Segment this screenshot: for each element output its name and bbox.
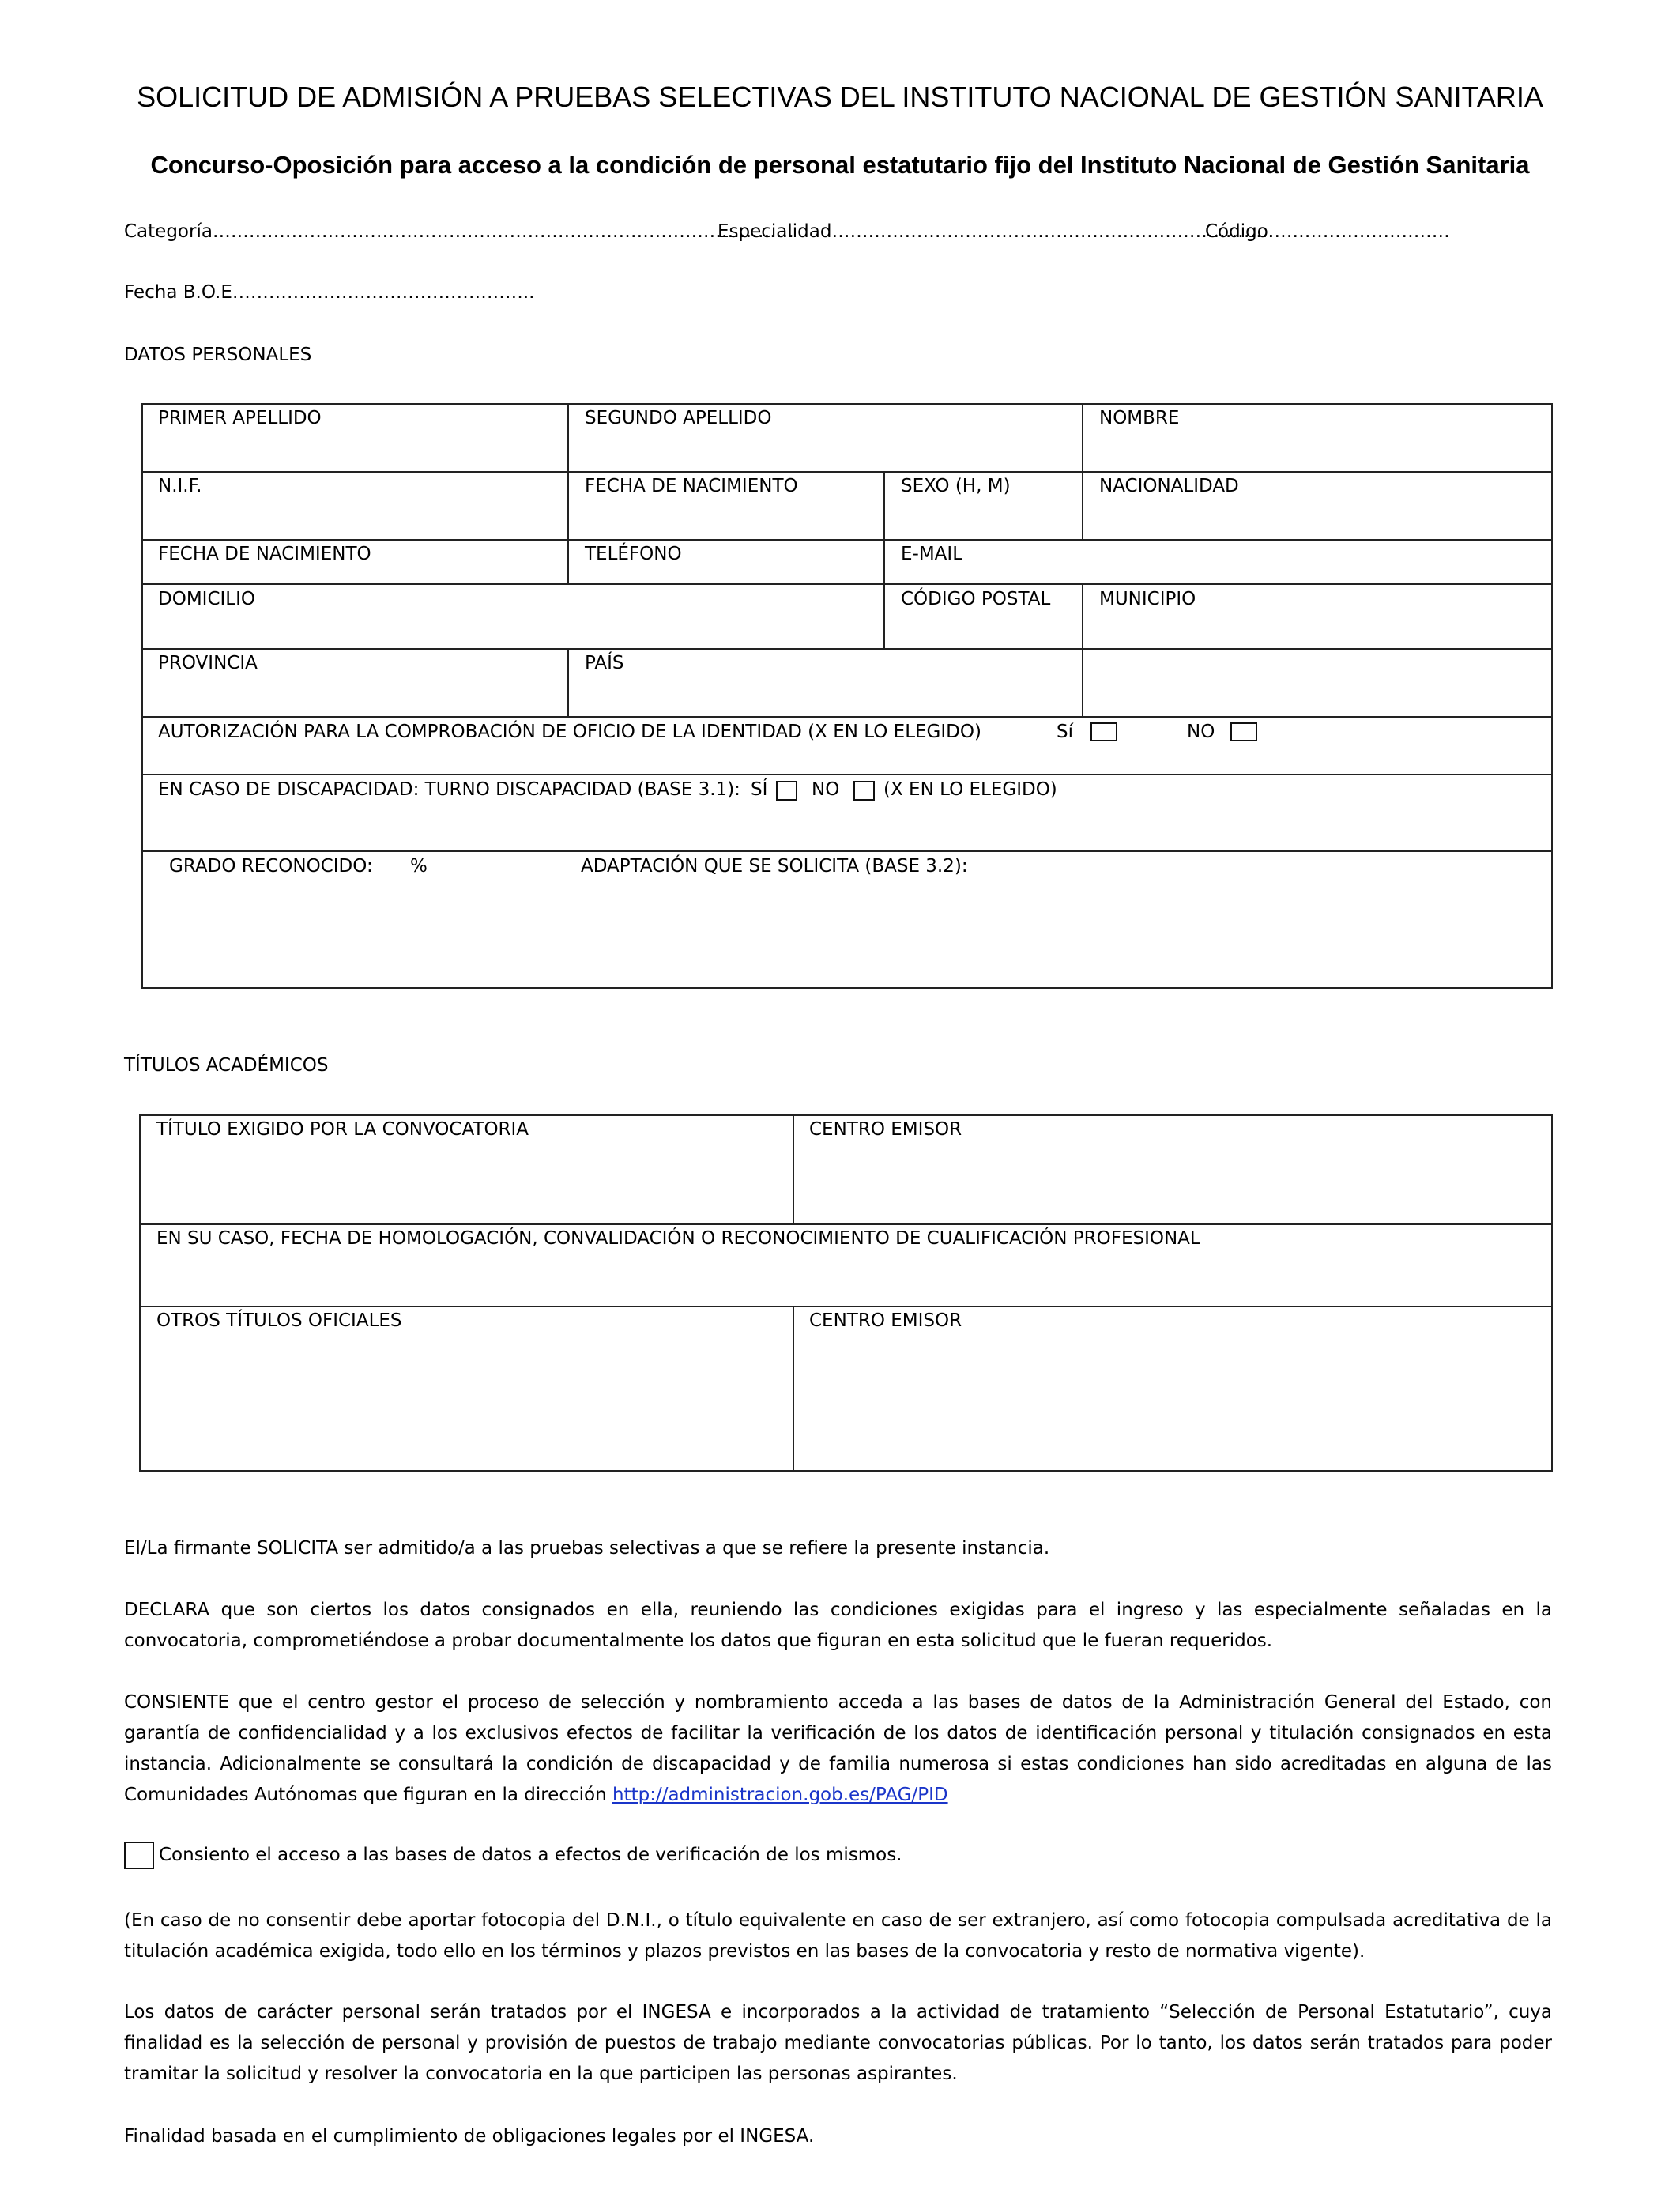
homologacion-label: EN SU CASO, FECHA DE HOMOLOGACIÓN, CONVALIDACIÓN O RECONOCIMIENTO DE CUALIFICACIÓN PROFESIONAL <box>156 1228 1200 1249</box>
solicita-text: El/La firmante SOLICITA ser admitido/a a las pruebas selectivas a que se refiere la presente instancia. <box>124 1538 1050 1559</box>
fecha-nacimiento-label: FECHA DE NACIMIENTO <box>585 476 798 496</box>
codigo-field[interactable]: Código………………………… <box>1205 221 1450 242</box>
administracion-link[interactable]: http://administracion.gob.es/PAG/PID <box>612 1785 948 1805</box>
discapacidad-si-checkbox[interactable] <box>776 781 797 801</box>
nombre-label: NOMBRE <box>1099 408 1180 428</box>
codigo-postal-label: CÓDIGO POSTAL <box>901 589 1051 609</box>
nacionalidad-label: NACIONALIDAD <box>1099 476 1239 496</box>
centro-emisor-label-2: CENTRO EMISOR <box>809 1310 962 1331</box>
fecha-boe-field[interactable]: Fecha B.O.E………………………………………….. <box>124 282 535 303</box>
consiente-text <box>124 1687 1552 1811</box>
categoria-field[interactable]: Categoría…………………………………………………………………………………… <box>124 221 794 242</box>
consiente-body: CONSIENTE que el centro gestor el proceso de selección y nombramiento acceda a las bases de datos de la Administración General del Estado, con garantía de confidencialidad y a los exclusivos efectos de facilitar la verificación de los datos de identificación personal y titulación consignados en esta instancia. Adicionalmente se consultará la condición de discapacidad y de familia numerosa si estas condiciones han sido acreditadas en alguna de las Comunidades Autónomas que figuran en la dirección <box>124 1692 1552 1805</box>
grado-label: GRADO RECONOCIDO: <box>169 856 373 876</box>
email-label: E-MAIL <box>901 544 963 564</box>
declara-text: DECLARA que son ciertos los datos consignados en ella, reuniendo las condiciones exigidas para el ingreso y las especialmente señaladas en la convocatoria, comprometiéndose a probar documentalmente los datos que figuran en esta solicitud que le fueran requeridos. <box>124 1600 1552 1651</box>
autorizacion-si-checkbox[interactable] <box>1090 722 1117 741</box>
autorizacion-si-label: Sí <box>1057 722 1073 742</box>
consiento-checkbox[interactable] <box>124 1842 154 1869</box>
autorizacion-no-label: NO <box>1187 722 1215 742</box>
form-title: SOLICITUD DE ADMISIÓN A PRUEBAS SELECTIVAS DEL INSTITUTO NACIONAL DE GESTIÓN SANITARIA <box>137 81 1543 113</box>
telefono-label: TELÉFONO <box>585 544 682 564</box>
autorizacion-label: AUTORIZACIÓN PARA LA COMPROBACIÓN DE OFICIO DE LA IDENTIDAD (X EN LO ELEGIDO) <box>158 722 981 742</box>
fecha-nacimiento-label-2: FECHA DE NACIMIENTO <box>158 544 371 564</box>
finalidad-text: Finalidad basada en el cumplimiento de obligaciones legales por el INGESA. <box>124 2126 815 2147</box>
sexo-label: SEXO (H, M) <box>901 476 1011 496</box>
discapacidad-no-label: NO <box>812 779 840 800</box>
discapacidad-no-checkbox[interactable] <box>853 781 875 801</box>
datos-caracter-text: Los datos de carácter personal serán tratados por el INGESA e incorporados a la actividad de tratamiento “Selección de Personal Estatutario”, cuya finalidad es la selección de personal y provisión de puestos de trabajo mediante convocatorias públicas. Por lo tanto, los datos serán tratados para poder tramitar la solicitud y resolver la convocatoria en la que participen las personas aspirantes. <box>124 2002 1552 2084</box>
autorizacion-no-checkbox[interactable] <box>1230 722 1257 741</box>
adaptacion-label: ADAPTACIÓN QUE SE SOLICITA (BASE 3.2): <box>581 856 968 876</box>
municipio-label: MUNICIPIO <box>1099 589 1196 609</box>
domicilio-label: DOMICILIO <box>158 589 255 609</box>
no-consentir-text: (En caso de no consentir debe aportar fotocopia del D.N.I., o título equivalente en caso de ser extranjero, así como fotocopia compulsada acreditativa de la titulación académica exigida, todo ello en los términos y plazos previstos en las bases de la convocatoria y resto de normativa vigente). <box>124 1910 1552 1962</box>
consiento-label: Consiento el acceso a las bases de datos a efectos de verificación de los mismos. <box>159 1845 902 1865</box>
primer-apellido-label: PRIMER APELLIDO <box>158 408 322 428</box>
discapacidad-label: EN CASO DE DISCAPACIDAD: TURNO DISCAPACIDAD (BASE 3.1): <box>158 779 740 800</box>
otros-titulos-label: OTROS TÍTULOS OFICIALES <box>156 1310 402 1331</box>
segundo-apellido-label: SEGUNDO APELLIDO <box>585 408 772 428</box>
centro-emisor-label-1: CENTRO EMISOR <box>809 1119 962 1140</box>
datos-personales-heading: DATOS PERSONALES <box>124 345 312 365</box>
discapacidad-si-label: SÍ <box>751 779 768 800</box>
titulo-exigido-label: TÍTULO EXIGIDO POR LA CONVOCATORIA <box>156 1119 529 1140</box>
pais-label: PAÍS <box>585 653 624 673</box>
nif-label: N.I.F. <box>158 476 202 496</box>
especialidad-field[interactable]: Especialidad………………………………………………………………. <box>718 221 1274 242</box>
form-subtitle: Concurso-Oposición para acceso a la condición de personal estatutario fijo del Instituto Nacional de Gestión Sanitaria <box>150 151 1530 179</box>
titulos-academicos-heading: TÍTULOS ACADÉMICOS <box>124 1055 329 1076</box>
discapacidad-note: (X EN LO ELEGIDO) <box>883 779 1057 800</box>
provincia-label: PROVINCIA <box>158 653 258 673</box>
grado-percent: % <box>410 856 428 876</box>
